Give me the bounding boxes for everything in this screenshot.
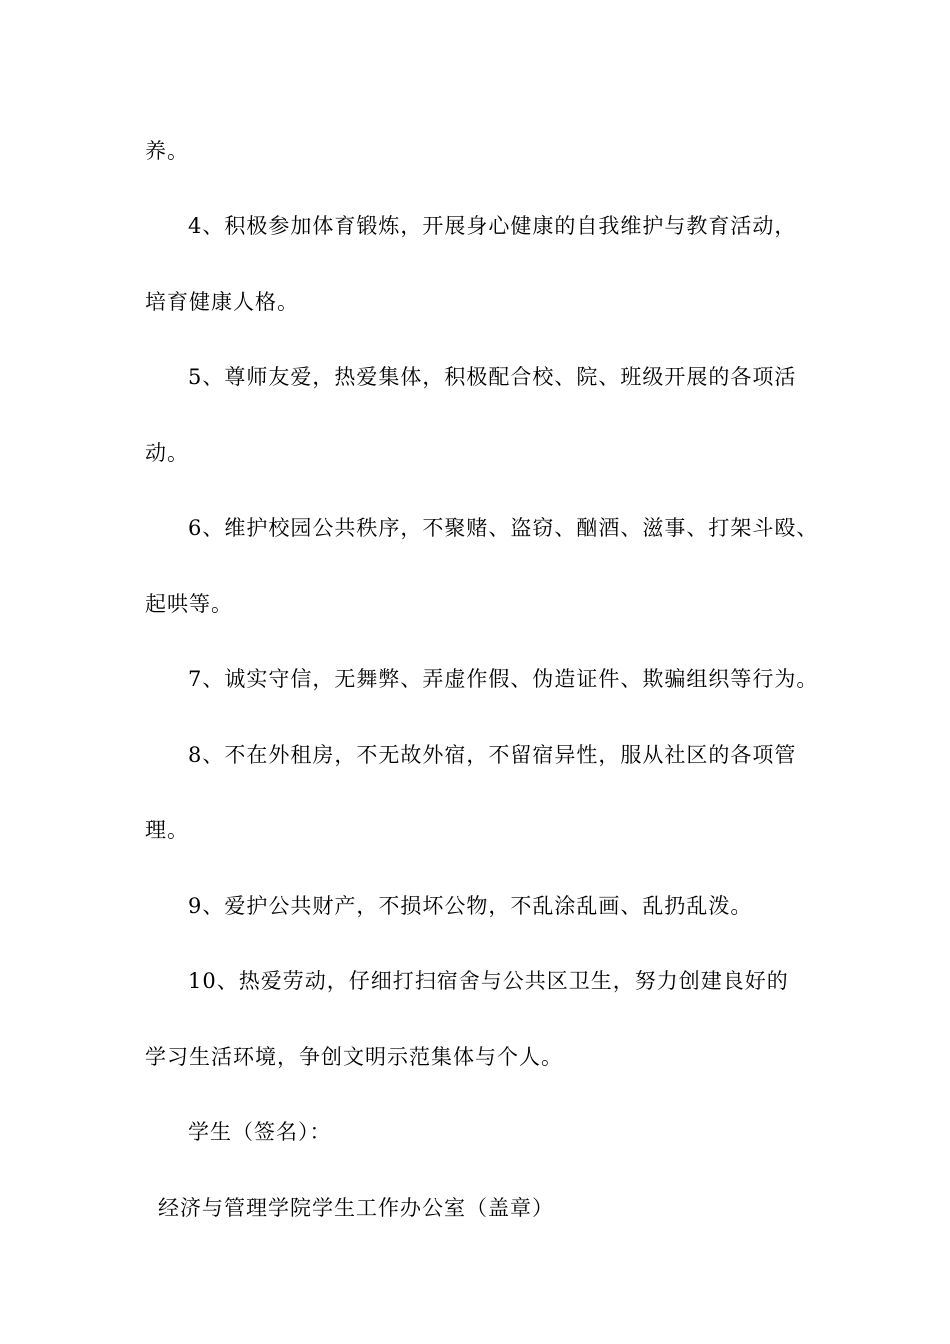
- item-10-line-1: 10、热爱劳动，仔细打扫宿舍与公共区卫生，努力创建良好的: [188, 969, 789, 993]
- item-9-line-1: 9、爱护公共财产，不损坏公物，不乱涂乱画、乱扔乱泼。: [188, 894, 753, 918]
- item-8-line-2: 理。: [145, 818, 189, 842]
- item-5-line-2: 动。: [145, 441, 189, 465]
- student-signature-label: 学生（签名）：: [188, 1120, 332, 1144]
- text-line-1: 养。: [145, 139, 189, 163]
- item-8-line-1: 8、不在外租房，不无故外宿，不留宿异性，服从社区的各项管: [188, 743, 797, 767]
- item-4-line-1: 4、积极参加体育锻炼，开展身心健康的自我维护与教育活动，: [188, 214, 797, 238]
- item-7-line-1: 7、诚实守信，无舞弊、弄虚作假、伪造证件、欺骗组织等行为。: [188, 667, 819, 691]
- item-6-line-2: 起哄等。: [145, 592, 233, 616]
- item-6-line-1: 6、维护校园公共秩序，不聚赌、盗窃、酗酒、滋事、打架斗殴、: [188, 516, 819, 540]
- item-5-line-1: 5、尊师友爱，热爱集体，积极配合校、院、班级开展的各项活: [188, 365, 797, 389]
- item-10-line-2: 学习生活环境，争创文明示范集体与个人。: [145, 1045, 563, 1069]
- item-4-line-2: 培育健康人格。: [145, 290, 299, 314]
- office-stamp-label: 经济与管理学院学生工作办公室（盖章）: [158, 1196, 554, 1220]
